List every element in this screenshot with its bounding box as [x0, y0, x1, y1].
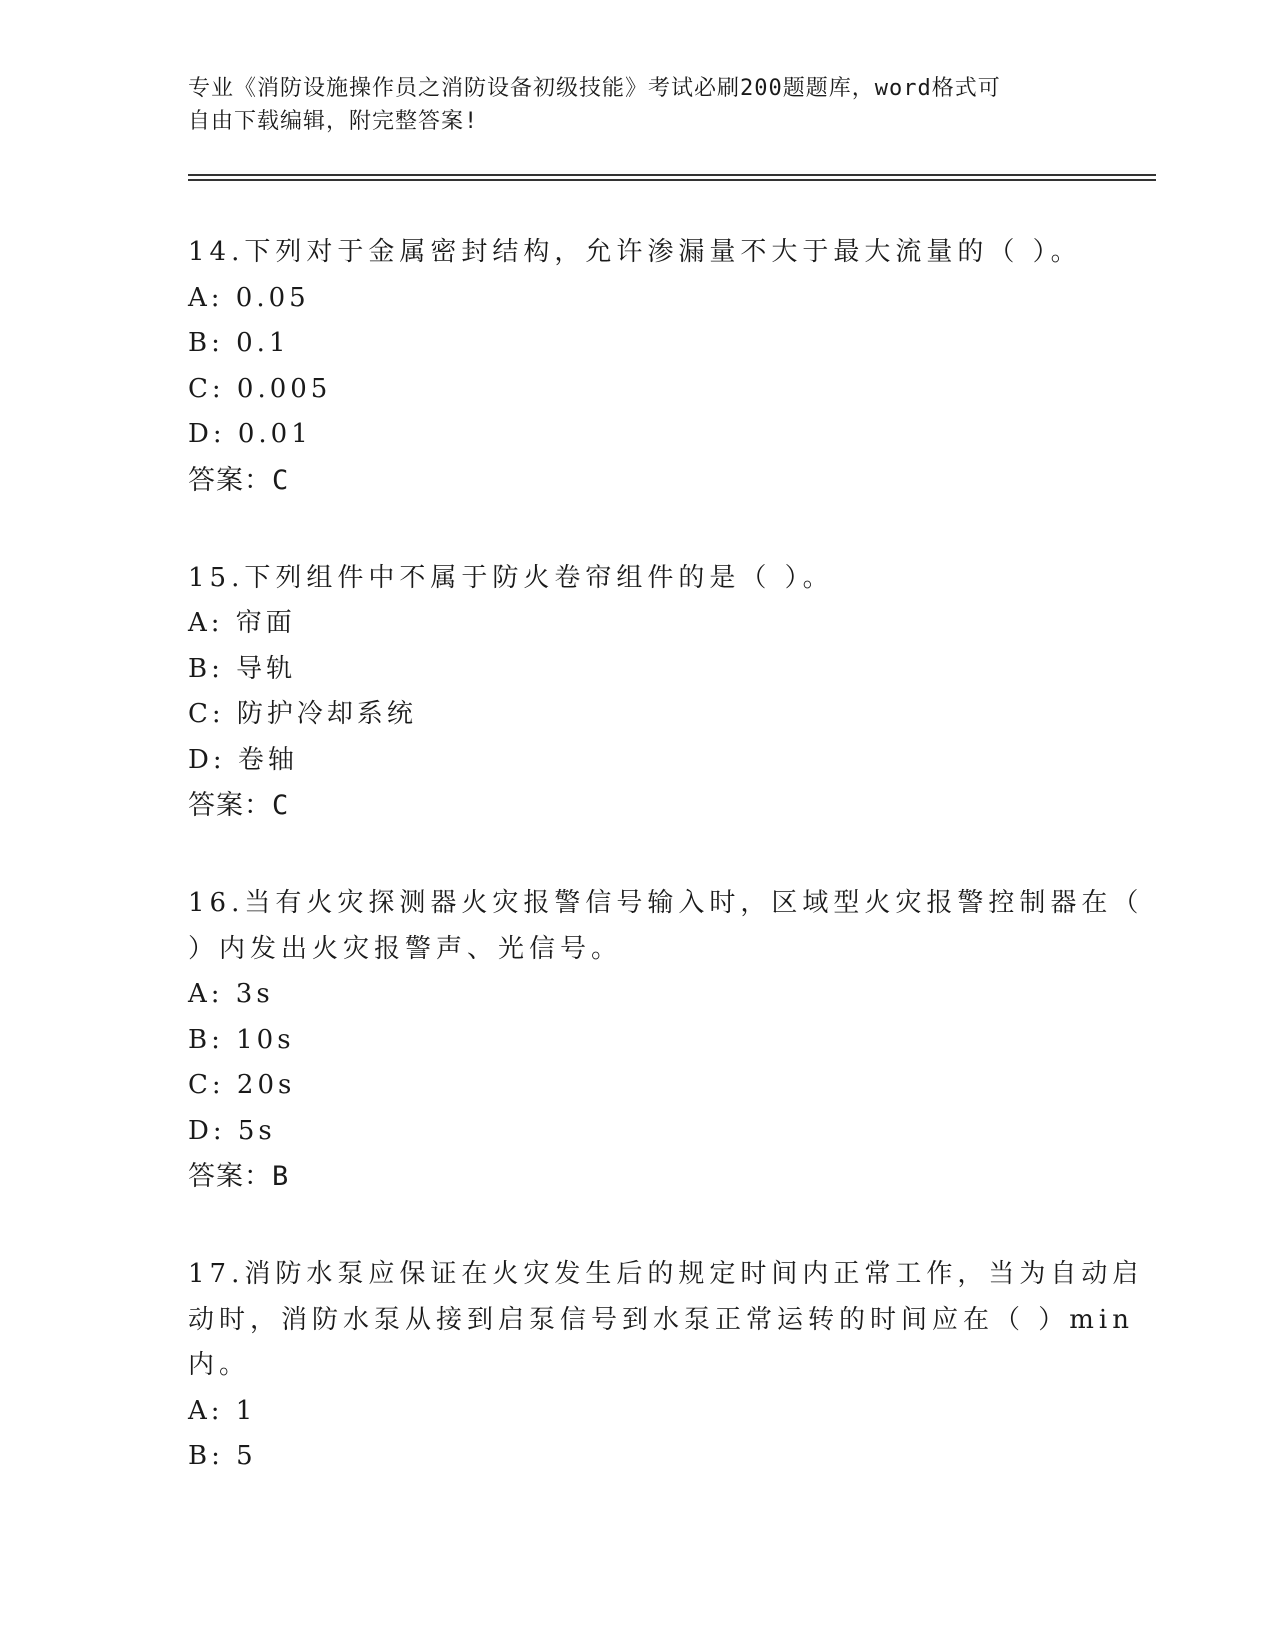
question-stem-line: 15.下列组件中不属于防火卷帘组件的是（ ）。	[188, 562, 834, 593]
answer-option: D: 0.01	[188, 419, 312, 449]
question-stem-line: 17.消防水泵应保证在火灾发生后的规定时间内正常工作，当为自动启	[188, 1259, 1144, 1289]
answer-key: 答案：B	[188, 1161, 290, 1192]
question-item	[188, 230, 1088, 503]
question-stem-line: 动时，消防水泵从接到启泵信号到水泵正常运转的时间应在（ ）min	[188, 1304, 1134, 1335]
header-line-2: 自由下载编辑，附完整答案!	[188, 109, 479, 134]
answer-option: B: 导轨	[188, 653, 297, 684]
answer-option: C: 防护冷却系统	[188, 699, 417, 729]
answer-key: 答案：C	[188, 464, 290, 496]
answer-option: A: 3s	[188, 979, 274, 1009]
answer-option: B: 5	[188, 1441, 257, 1471]
question-item	[188, 881, 1144, 1199]
question-stem-line: 内。	[188, 1350, 251, 1380]
answer-option: B: 0.1	[188, 328, 290, 358]
answer-option: A: 帘面	[188, 608, 296, 638]
answer-option: B: 10s	[188, 1024, 295, 1055]
question-item	[188, 1252, 1144, 1480]
answer-option: D: 5s	[188, 1115, 276, 1146]
header-divider-top	[188, 174, 1156, 176]
question-stem-line: 16.当有火灾探测器火灾报警信号输入时，区域型火灾报警控制器在（	[188, 888, 1144, 918]
document-header	[188, 72, 1068, 138]
question-list	[188, 230, 1144, 1533]
question-stem-line: 14.下列对于金属密封结构，允许渗漏量不大于最大流量的（ ）。	[188, 237, 1082, 267]
answer-key: 答案：C	[188, 790, 290, 821]
question-stem-line: ）内发出火灾报警声、光信号。	[188, 933, 623, 964]
answer-option: A: 0.05	[188, 282, 310, 313]
question-item	[188, 556, 1088, 829]
answer-option: A: 1	[188, 1395, 257, 1426]
answer-option: C: 20s	[188, 1070, 296, 1100]
header-divider-bottom	[188, 179, 1156, 181]
header-line-1: 专业《消防设施操作员之消防设备初级技能》考试必刷200题题库，word格式可	[188, 76, 1001, 101]
answer-option: C: 0.005	[188, 373, 332, 404]
answer-option: D: 卷轴	[188, 744, 298, 775]
